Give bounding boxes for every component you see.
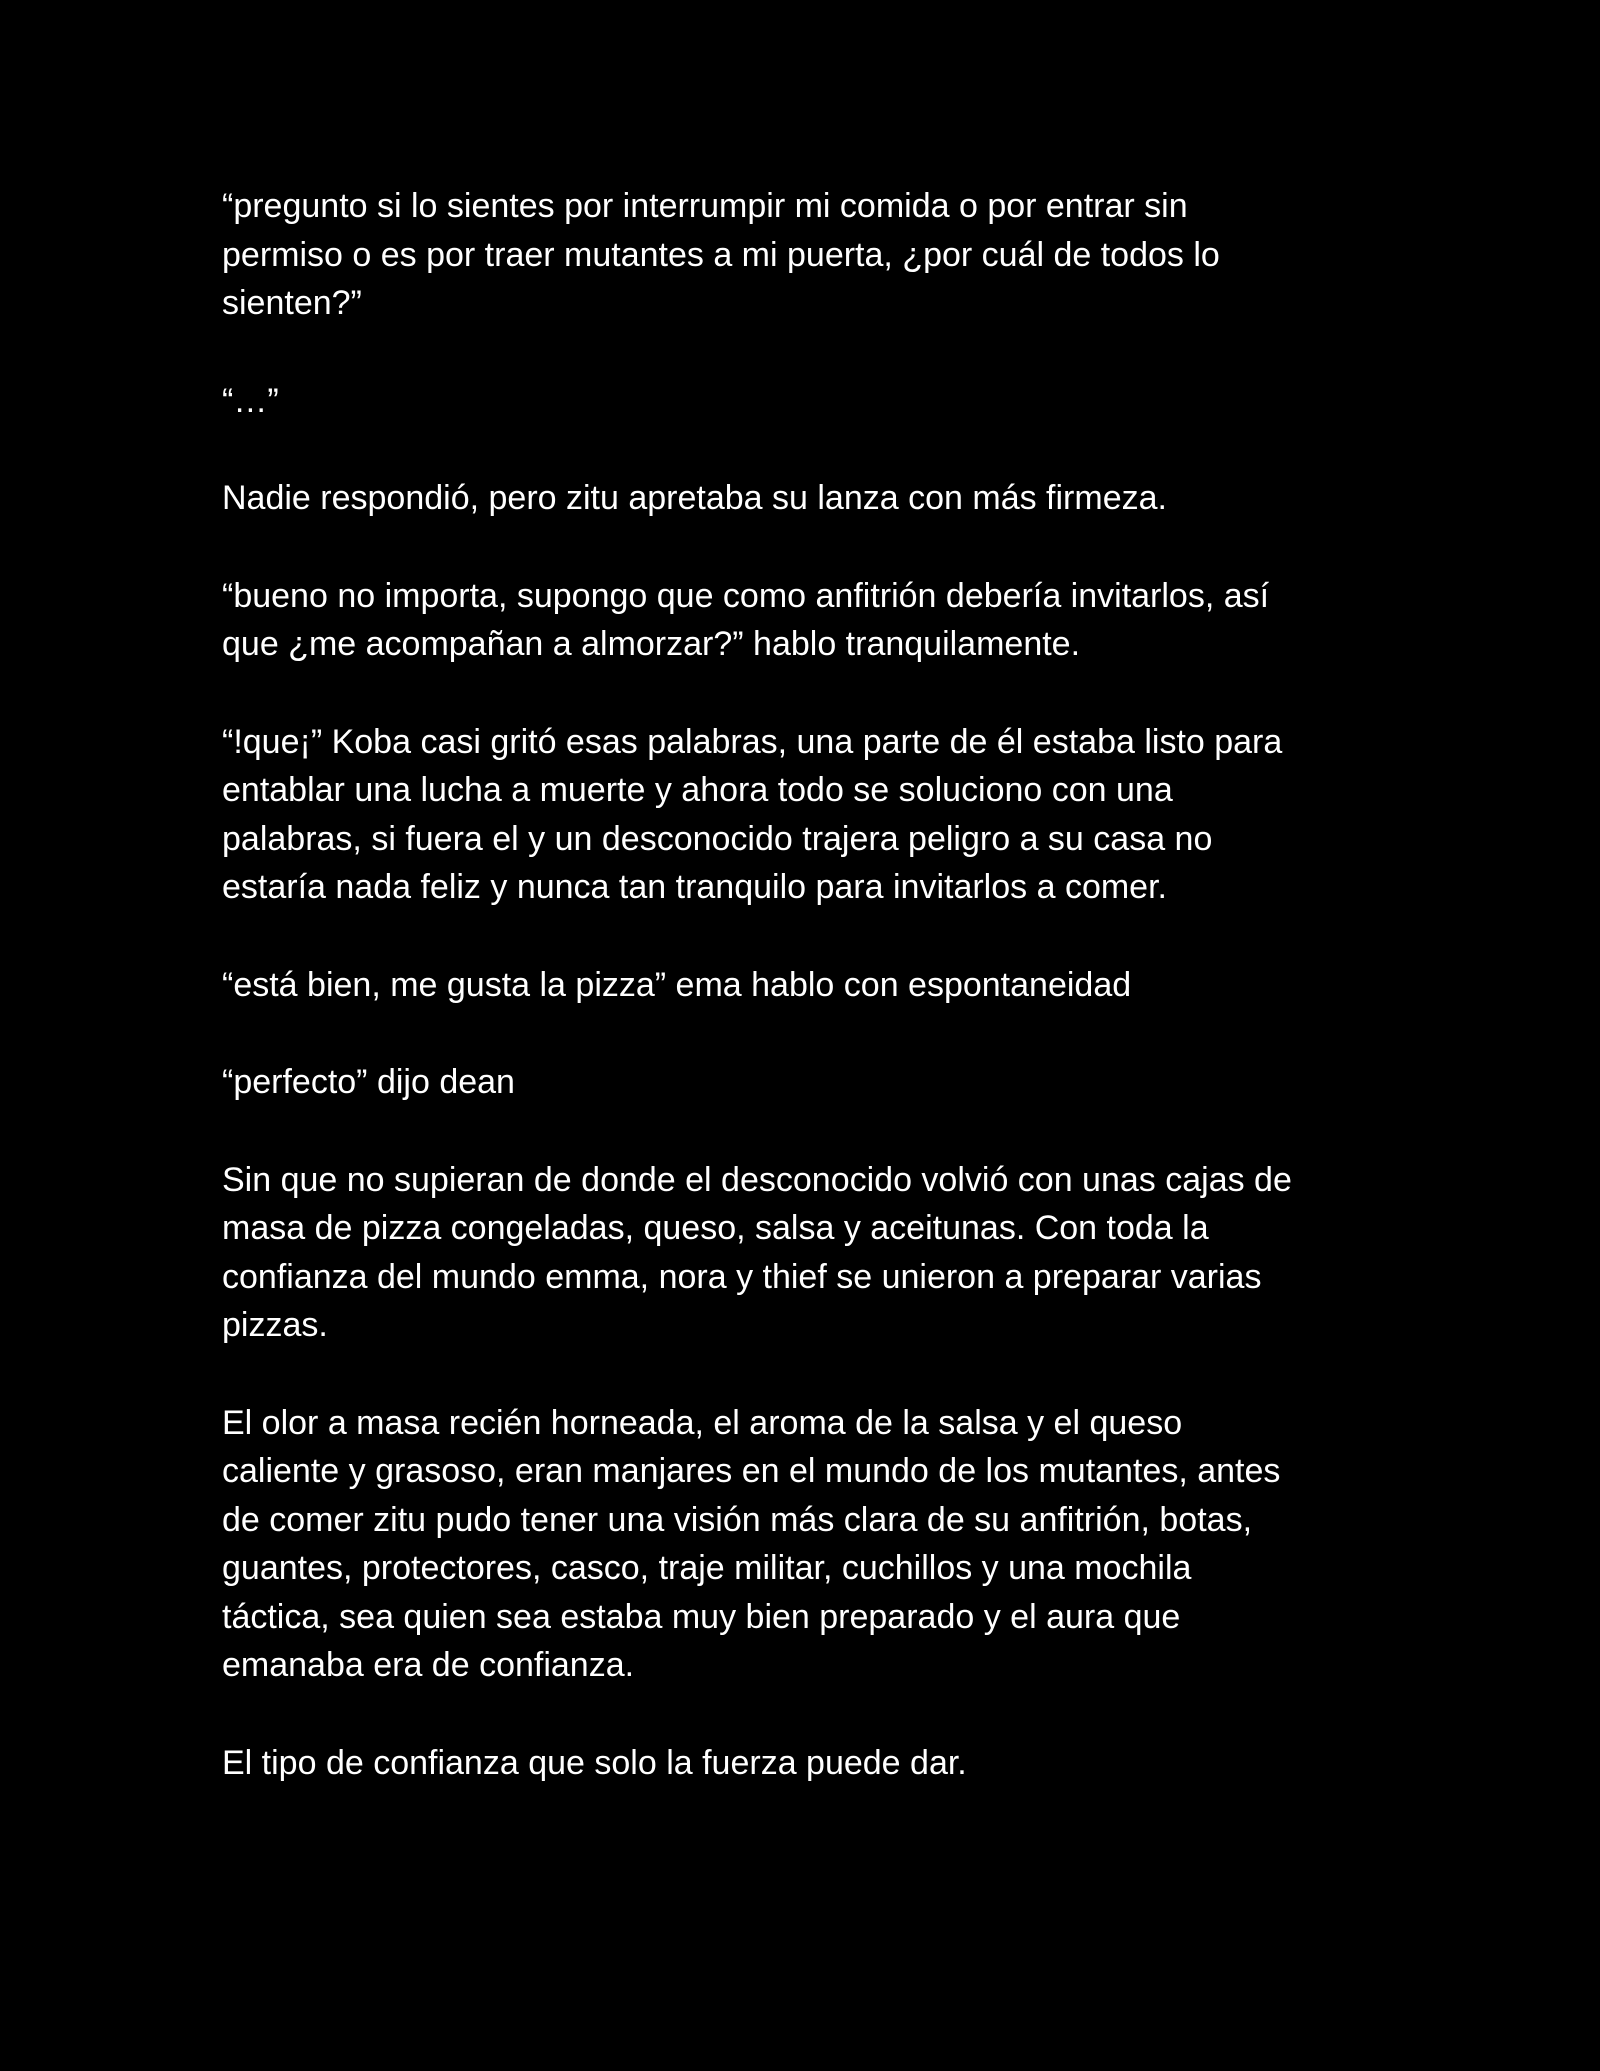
- paragraph-nobody-answered: Nadie respondió, pero zitu apretaba su lanza con más firmeza.: [222, 479, 1167, 517]
- text-body: [222, 182, 1402, 1836]
- paragraph-dean-reply: “perfecto” dijo dean: [222, 1063, 515, 1101]
- paragraph-ema-reply: “está bien, me gusta la pizza” ema hablo con espontaneidad: [222, 965, 1132, 1004]
- paragraph-invitation: “bueno no importa, supongo que como anfitrión debería invitarlos, así que ¿me acompañan a almorzar?” hablo tranquilamente.: [222, 576, 1270, 663]
- paragraph-koba-reaction: “!que¡” Koba casi gritó esas palabras, una parte de él estaba listo para entablar una lucha a muerte y ahora todo se soluciono con una palabras, si fuera el y un desconocido trajera peligro a su casa no estaría nada feliz y nunca tan tranquilo para invitarlos a comer.: [222, 722, 1283, 906]
- paragraph-closing-line: El tipo de confianza que solo la fuerza puede dar.: [222, 1743, 967, 1782]
- paragraph-host-description: El olor a masa recién horneada, el aroma de la salsa y el queso caliente y grasoso, eran manjares en el mundo de los mutantes, antes de comer zitu pudo tener una visión más clara de su anfitrión, botas, guantes, protectores, casco, traje militar, cuchillos y una mochila táctica, sea quien sea estaba muy bien preparado y el aura que emanaba era de confianza.: [222, 1403, 1281, 1684]
- paragraph-question: “pregunto si lo sientes por interrumpir mi comida o por entrar sin permiso o es por traer mutantes a mi puerta, ¿por cuál de todos lo sienten?”: [222, 187, 1220, 322]
- paragraph-pizza-preparation: Sin que no supieran de donde el desconocido volvió con unas cajas de masa de pizza congeladas, queso, salsa y aceitunas. Con toda la confianza del mundo emma, nora y thief se unieron a preparar varias pizzas.: [222, 1160, 1292, 1344]
- paragraph-ellipsis: “…”: [222, 381, 279, 420]
